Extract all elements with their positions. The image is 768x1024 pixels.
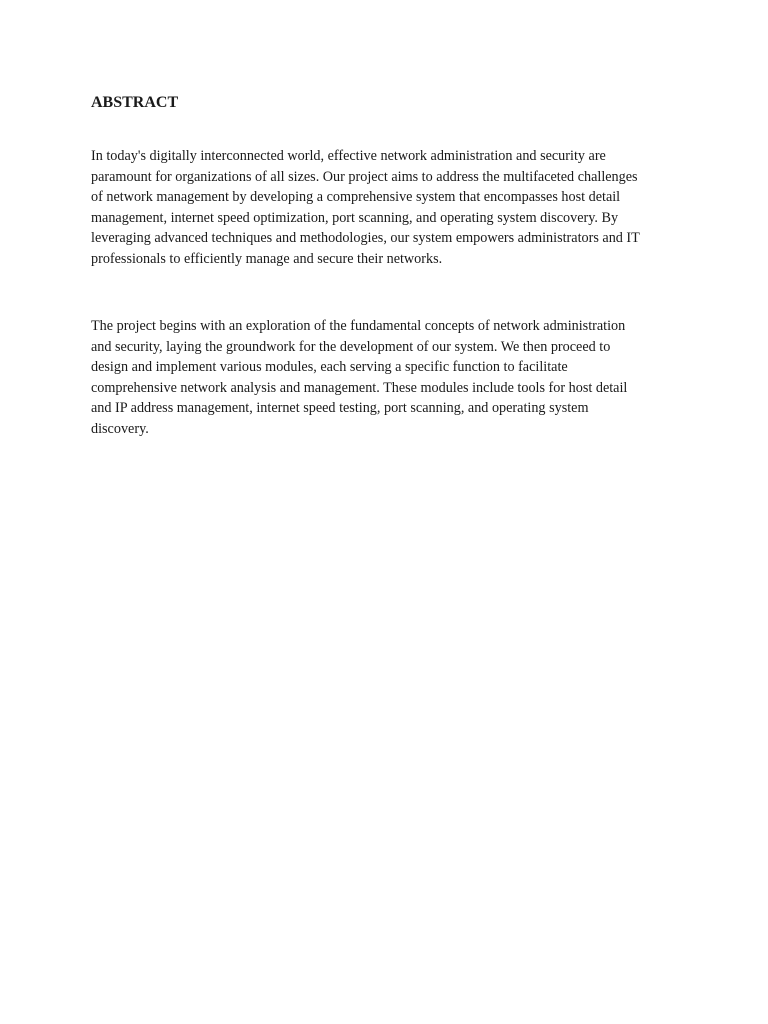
text-line: The project begins with an exploration of the fundamental concepts of network administration	[91, 318, 626, 334]
text-line: discovery.	[91, 420, 149, 437]
section-heading: ABSTRACT	[91, 94, 179, 111]
text-line: and security, laying the groundwork for the development of our system. We then proceed to	[91, 338, 611, 355]
text-line: of network management by developing a comprehensive system that encompasses host detail	[91, 189, 621, 206]
abstract-paragraph-1	[91, 146, 691, 270]
text-line: comprehensive network analysis and management. These modules include tools for host detail	[91, 379, 628, 396]
text-line: and IP address management, internet speed testing, port scanning, and operating system	[91, 400, 589, 417]
text-line: leveraging advanced techniques and methodologies, our system empowers administrators and IT	[91, 230, 640, 247]
abstract-paragraph-2	[91, 316, 691, 440]
text-line: In today's digitally interconnected world, effective network administration and security are	[91, 148, 606, 164]
text-line: professionals to efficiently manage and secure their networks.	[91, 250, 443, 267]
text-line: paramount for organizations of all sizes. Our project aims to address the multifaceted challenges	[91, 168, 638, 185]
text-line: management, internet speed optimization, port scanning, and operating system discovery. By	[91, 209, 619, 226]
text-line: design and implement various modules, each serving a specific function to facilitate	[91, 359, 568, 376]
